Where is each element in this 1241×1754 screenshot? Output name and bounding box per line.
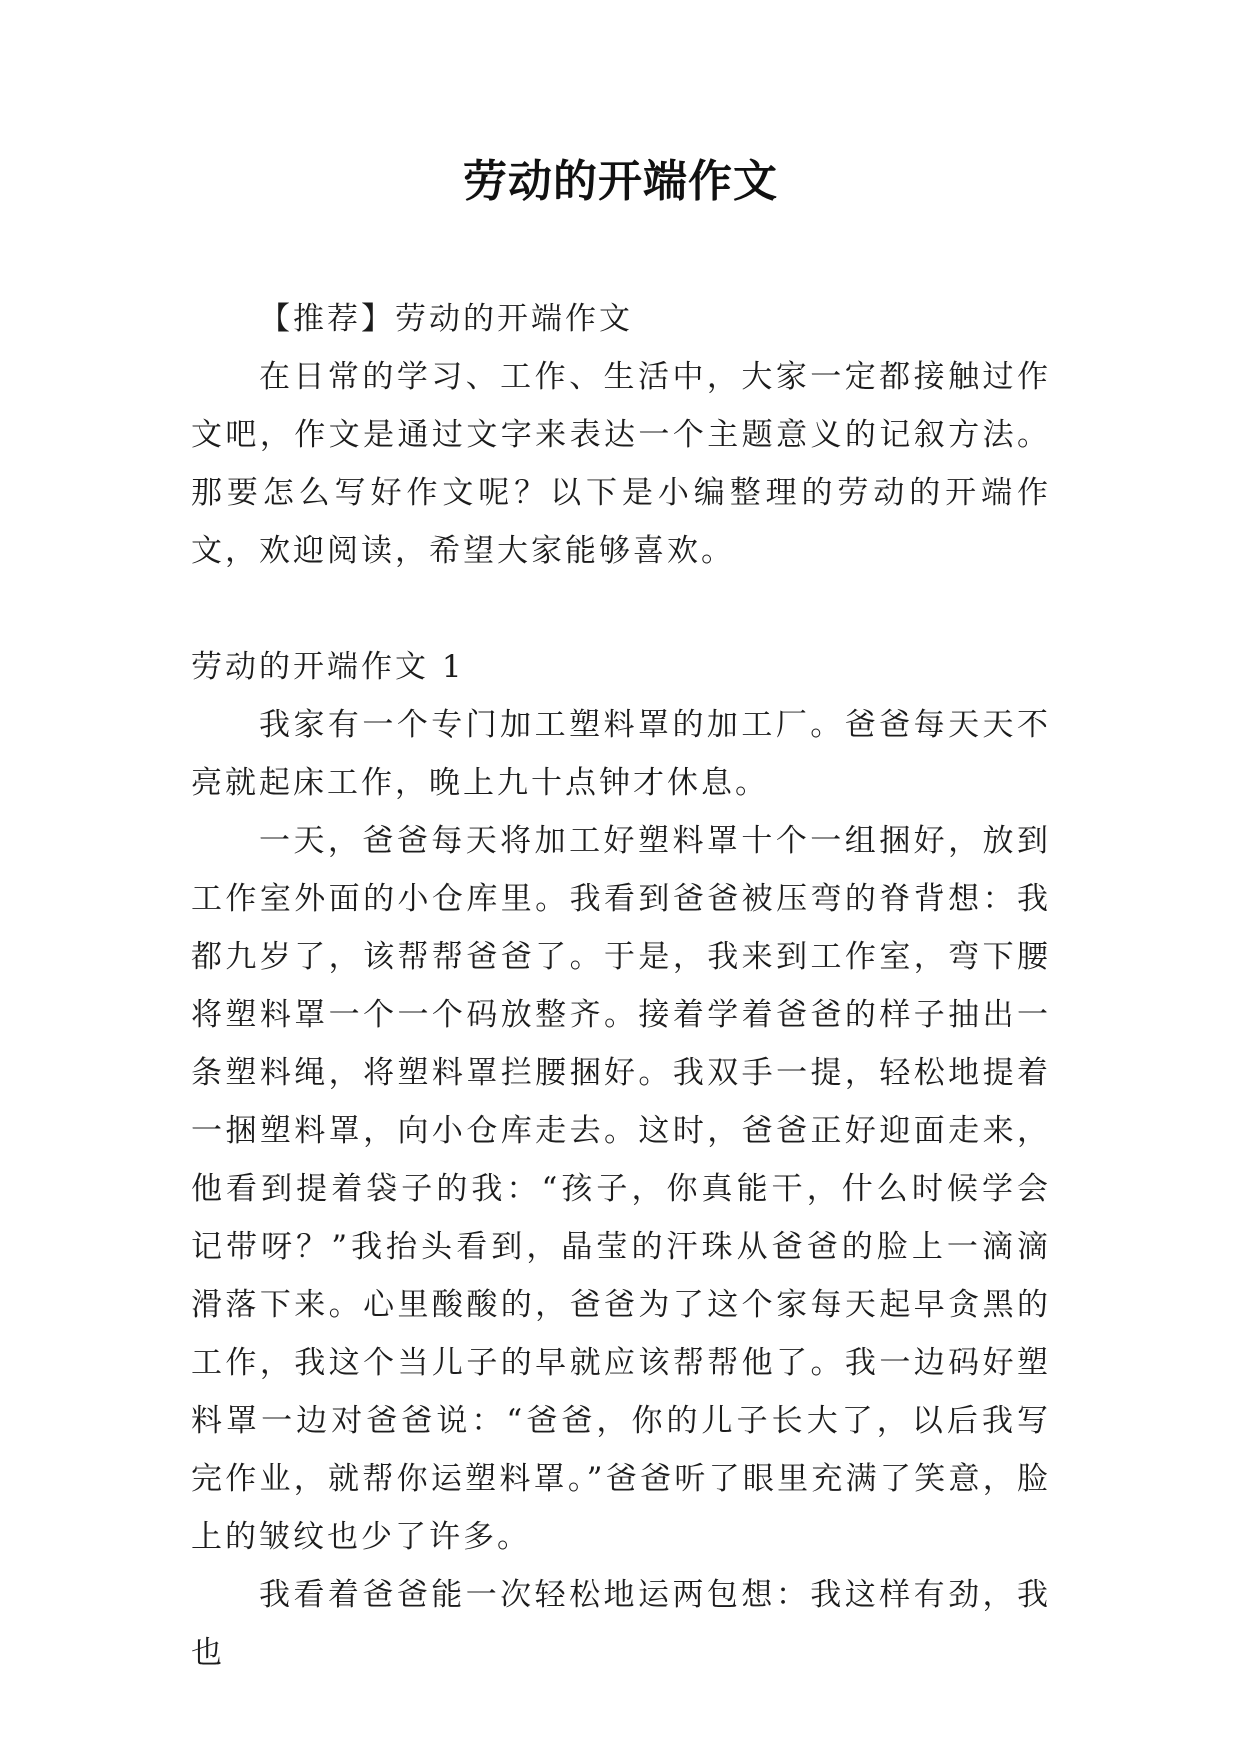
document-title: 劳动的开端作文 <box>463 156 778 207</box>
body-paragraph: 我家有一个专门加工塑料罩的加工厂。爸爸每天天不亮就起床工作，晚上九十点钟才休息。 <box>191 707 1051 801</box>
section-heading: 劳动的开端作文 1 <box>191 649 465 685</box>
intro-paragraph: 在日常的学习、工作、生活中，大家一定都接触过作文吧，作文是通过文字来表达一个主题意义的记叙方法。那要怎么写好作文呢？以下是小编整理的劳动的开端作文，欢迎阅读，希望大家能够喜欢。 <box>191 359 1051 569</box>
document-body <box>191 290 1051 1682</box>
recommend-label: 【推荐】劳动的开端作文 <box>259 301 633 337</box>
body-paragraph: 我看着爸爸能一次轻松地运两包想：我这样有劲，我也 <box>191 1577 1051 1671</box>
body-paragraph: 一天，爸爸每天将加工好塑料罩十个一组捆好，放到工作室外面的小仓库里。我看到爸爸被压弯的脊背想：我都九岁了，该帮帮爸爸了。于是，我来到工作室，弯下腰将塑料罩一个一个码放整齐。接着学着爸爸的样子抽出一条塑料绳，将塑料罩拦腰捆好。我双手一提，轻松地提着一捆塑料罩，向小仓库走去。这时，爸爸正好迎面走来，他看到提着袋子的我：“孩子，你真能干，什么时候学会记带呀？”我抬头看到，晶莹的汗珠从爸爸的脸上一滴滴滑落下来。心里酸酸的，爸爸为了这个家每天起早贪黑的工作，我这个当儿子的早就应该帮帮他了。我一边码好塑料罩一边对爸爸说：“爸爸，你的儿子长大了，以后我写完作业，就帮你运塑料罩。”爸爸听了眼里充满了笑意，脸上的皱纹也少了许多。 <box>191 823 1051 1555</box>
